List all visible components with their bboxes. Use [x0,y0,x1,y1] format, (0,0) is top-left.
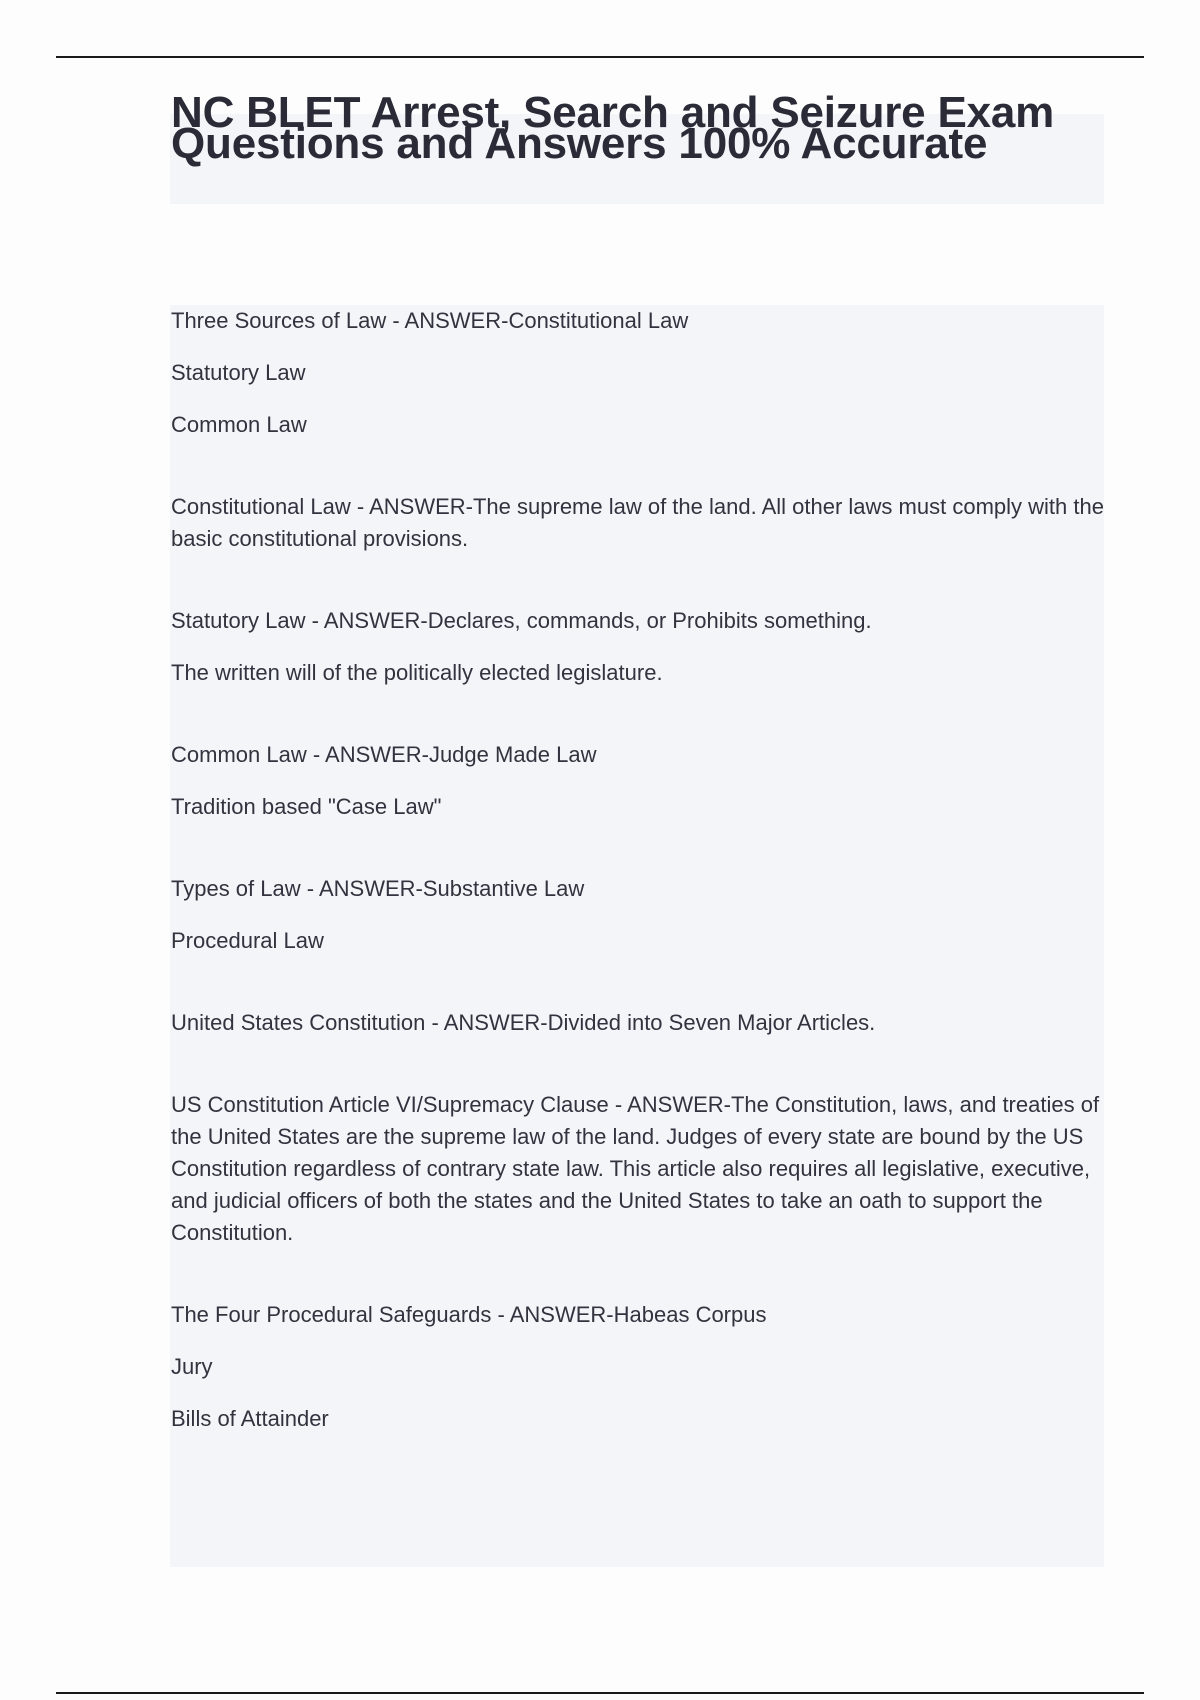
qa-entry [171,739,1106,823]
qa-question-answer: Statutory Law - ANSWER-Declares, commands, or Prohibits something. [171,608,872,633]
qa-question-answer: The Four Procedural Safeguards - ANSWER-Habeas Corpus [171,1302,767,1327]
qa-question-answer: US Constitution Article VI/Supremacy Clause - ANSWER-The Constitution, laws, and treaties of the United States are the supreme law of the land. Judges of every state are bound by the US Constitution regardless of contrary state law. This article also requires all legislative, executive, and judicial officers of both the states and the United States to take an oath to support the Constitution. [171,1092,1100,1245]
header-divider [56,56,1144,58]
qa-question-answer: Common Law - ANSWER-Judge Made Law [171,742,597,767]
qa-question-answer: United States Constitution - ANSWER-Divided into Seven Major Articles. [171,1010,876,1035]
qa-entry [171,873,1106,957]
qa-question-answer: Constitutional Law - ANSWER-The supreme law of the land. All other laws must comply with the basic constitutional provisions. [171,494,1104,551]
qa-answer-continuation: The written will of the politically elected legislature. [171,660,663,685]
qa-question-answer: Types of Law - ANSWER-Substantive Law [171,876,585,901]
qa-entry [171,305,1106,441]
qa-answer-continuation: Statutory Law [171,360,306,385]
qa-entry [171,1089,1106,1249]
qa-entry [171,1299,1106,1435]
qa-list [171,305,1106,1485]
qa-answer-continuation: Jury [171,1354,213,1379]
qa-entry [171,491,1106,555]
qa-answer-continuation: Common Law [171,412,307,437]
qa-question-answer: Three Sources of Law - ANSWER-Constitutional Law [171,308,689,333]
qa-answer-continuation: Tradition based "Case Law" [171,794,442,819]
qa-answer-continuation: Procedural Law [171,928,324,953]
footer-divider [56,1692,1144,1694]
qa-entry [171,1007,1106,1039]
document-title: NC BLET Arrest, Search and Seizure Exam Questions and Answers 100% Accurate [171,88,1055,168]
qa-answer-continuation: Bills of Attainder [171,1406,329,1431]
qa-entry [171,605,1106,689]
